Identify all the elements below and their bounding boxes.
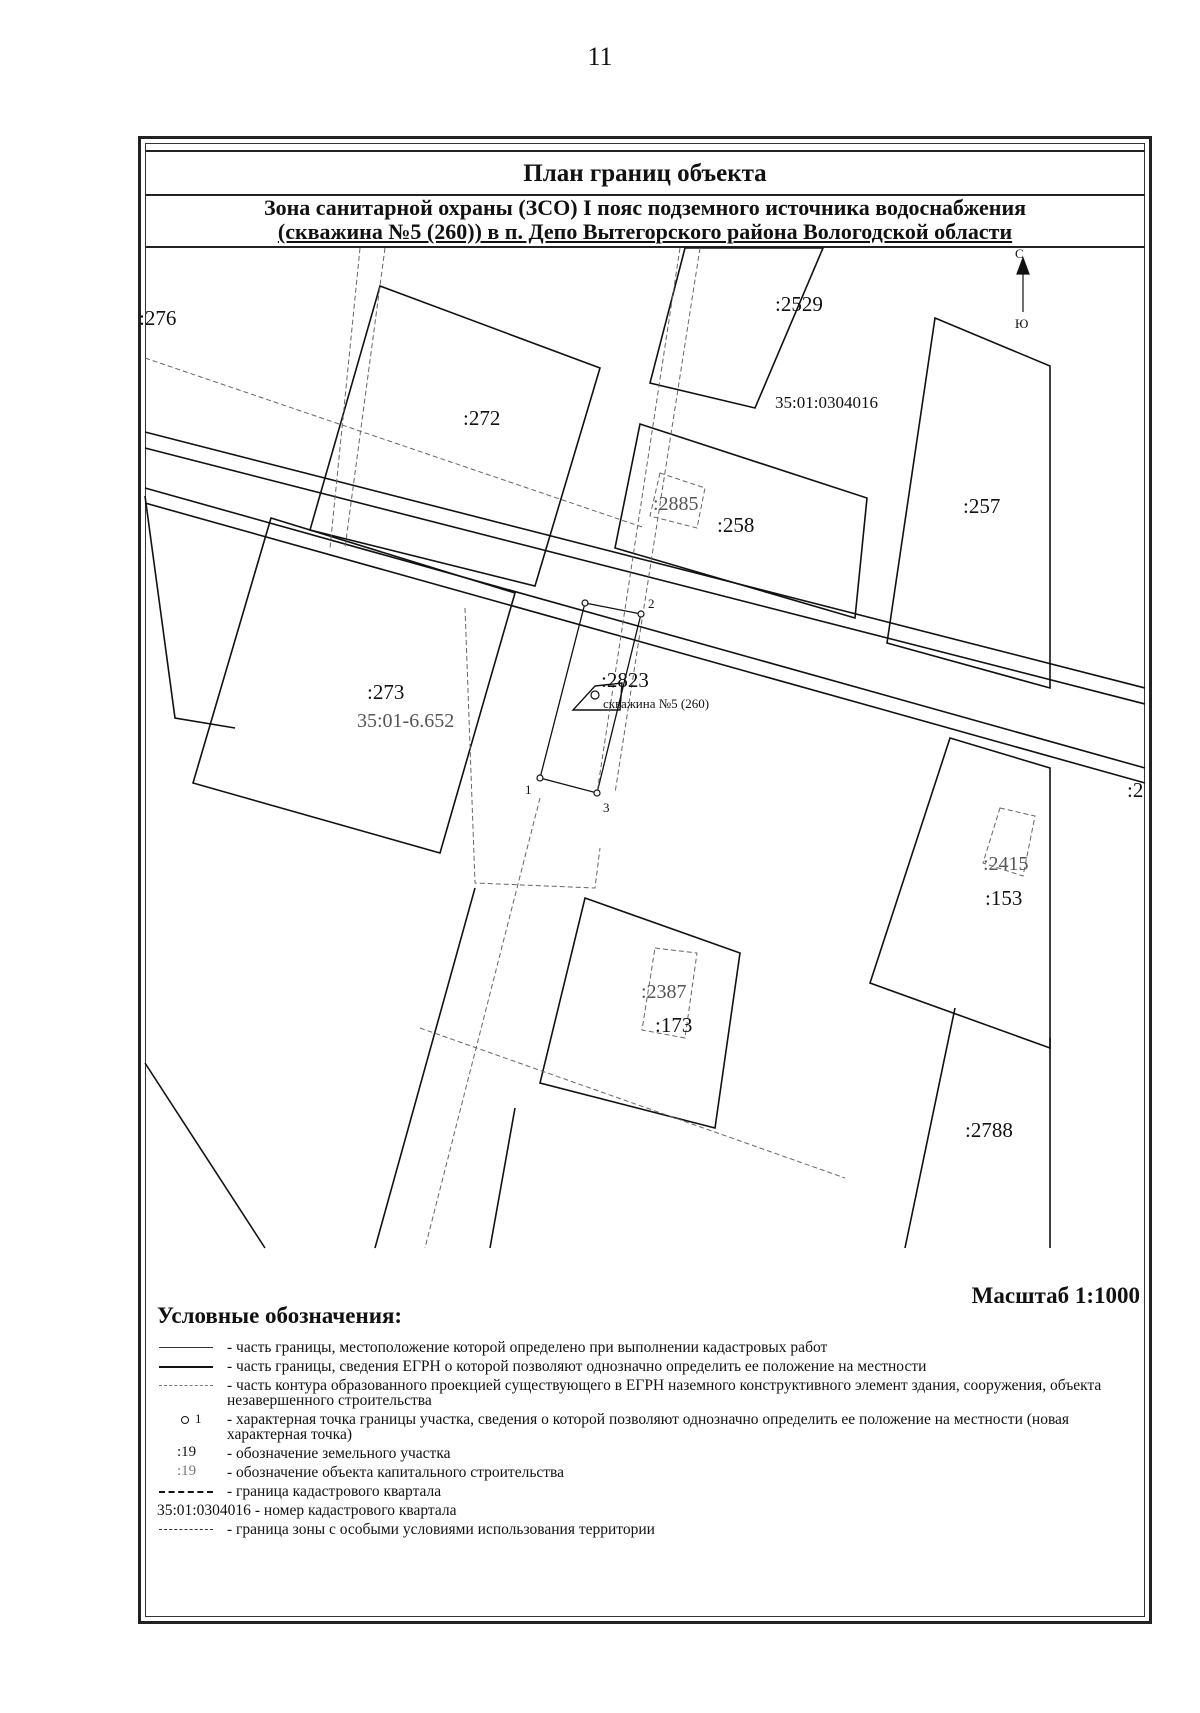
parcel-label-2529: :2529 xyxy=(775,292,823,316)
legend-symbol xyxy=(157,1340,227,1355)
subtitle-line-1: Зона санитарной охраны (ЗСО) I пояс подземного источника водоснабжения xyxy=(263,195,1027,220)
legend-symbol xyxy=(157,1484,227,1499)
legend xyxy=(157,1340,1137,1541)
subtitle-line-2: (скважина №5 (260)) в п. Депо Вытегорского района Вологодской области xyxy=(277,219,1013,244)
parcel-272 xyxy=(310,286,600,586)
quarter-boundary-6 xyxy=(465,608,600,888)
parcel-label-2788: :2788 xyxy=(965,1118,1013,1142)
parcel-left-edge xyxy=(145,496,235,728)
parcel-173 xyxy=(540,898,740,1128)
parcel-2788-edge xyxy=(905,1008,955,1248)
legend-text: - граница зоны с особыми условиями использования территории xyxy=(227,1521,655,1538)
boundary-point-1 xyxy=(537,775,543,781)
legend-text: - номер кадастрового квартала xyxy=(254,1502,457,1519)
zone-number-label: 35:01-6.652 xyxy=(357,710,455,732)
legend-item xyxy=(157,1522,1137,1537)
legend-text: - граница кадастрового квартала xyxy=(227,1483,442,1500)
legend-item xyxy=(157,1503,1137,1518)
zone-line-2 xyxy=(345,248,385,548)
legend-symbol: 1 xyxy=(157,1412,227,1427)
legend-symbol xyxy=(157,1359,227,1374)
legend-item xyxy=(157,1465,1137,1480)
building-label-2387: :2387 xyxy=(641,981,687,1003)
boundary-point-2 xyxy=(638,611,644,617)
point-number-3: 3 xyxy=(603,800,610,815)
plan-title: План границ объекта xyxy=(145,150,1145,196)
legend-symbol xyxy=(157,1522,227,1537)
cadastral-map xyxy=(139,246,1145,1280)
road-edge-2 xyxy=(145,448,1145,704)
road-edge-4 xyxy=(145,503,1145,783)
legend-text: - часть границы, местоположение которой определено при выполнении кадастровых работ xyxy=(227,1339,828,1356)
legend-text: - характерная точка границы участка, сведения о которой позволяют однозначно определить ее положение на местности (новая характерная точка) xyxy=(227,1411,1070,1443)
south-letter: Ю xyxy=(1015,316,1029,331)
building-label-2885: :2885 xyxy=(653,493,699,515)
north-letter: С xyxy=(1015,246,1024,261)
parcel-label-257: :257 xyxy=(963,494,1001,518)
legend-text: - обозначение земельного участка xyxy=(227,1445,451,1462)
bottom-line-2 xyxy=(375,888,475,1248)
boundary-point-3 xyxy=(594,790,600,796)
quarter-boundary-4 xyxy=(425,798,540,1248)
parcel-label-173: :173 xyxy=(655,1013,693,1037)
parcel-label-276: :276 xyxy=(139,306,177,330)
parcel-label-258: :258 xyxy=(717,513,755,537)
legend-symbol-text: 35:01:0304016 xyxy=(157,1502,251,1519)
quarter-number-label: 35:01:0304016 xyxy=(775,393,878,412)
legend-text: - часть контура образованного проекцией существующего в ЕГРН наземного конструктивного элемент здания, сооружения, объекта незавершенного строительства xyxy=(227,1377,1102,1409)
boundary-point-0 xyxy=(582,600,588,606)
legend-text: - обозначение объекта капитального строительства xyxy=(227,1464,565,1481)
legend-item xyxy=(157,1378,1137,1408)
legend-symbol xyxy=(157,1378,227,1393)
point-number-1: 1 xyxy=(525,782,532,797)
point-icon xyxy=(181,1416,189,1424)
legend-item xyxy=(157,1359,1137,1374)
legend-item xyxy=(157,1446,1137,1461)
road-edge-3 xyxy=(145,488,1145,768)
quarter-boundary-5 xyxy=(420,1028,845,1178)
legend-text: - часть границы, сведения ЕГРН о которой позволяют однозначно определить ее положение на местности xyxy=(227,1358,927,1375)
bottom-line-1 xyxy=(145,1063,265,1248)
legend-item xyxy=(157,1340,1137,1355)
zone-line-1 xyxy=(330,248,360,548)
legend-item xyxy=(157,1484,1137,1499)
legend-symbol: :19 xyxy=(177,1444,197,1460)
building-label-2823: :2823 xyxy=(601,668,649,692)
bottom-line-3 xyxy=(490,1108,515,1248)
road-edge-1 xyxy=(145,432,1145,688)
parcel-153 xyxy=(870,738,1050,1048)
quarter-boundary-3 xyxy=(145,358,645,528)
legend-item xyxy=(157,1412,1137,1442)
parcel-label-273: :273 xyxy=(367,680,405,704)
north-arrow-icon xyxy=(1017,258,1029,312)
scale-label: Масштаб 1:1000 xyxy=(971,1283,1140,1308)
parcel-label-153: :153 xyxy=(985,886,1023,910)
well-label: скважина №5 (260) xyxy=(603,696,710,711)
building-label-2415: :2415 xyxy=(983,853,1029,875)
parcel-label-272: :272 xyxy=(463,406,501,430)
point-number-2: 2 xyxy=(648,596,655,611)
legend-symbol: :19 xyxy=(177,1463,197,1479)
page-number: 11 xyxy=(587,42,613,71)
plan-subtitle xyxy=(145,196,1145,248)
parcel-label-2: :2 xyxy=(1127,778,1144,802)
well-marker-icon xyxy=(591,691,599,699)
legend-title: Условные обозначения: xyxy=(157,1303,403,1328)
